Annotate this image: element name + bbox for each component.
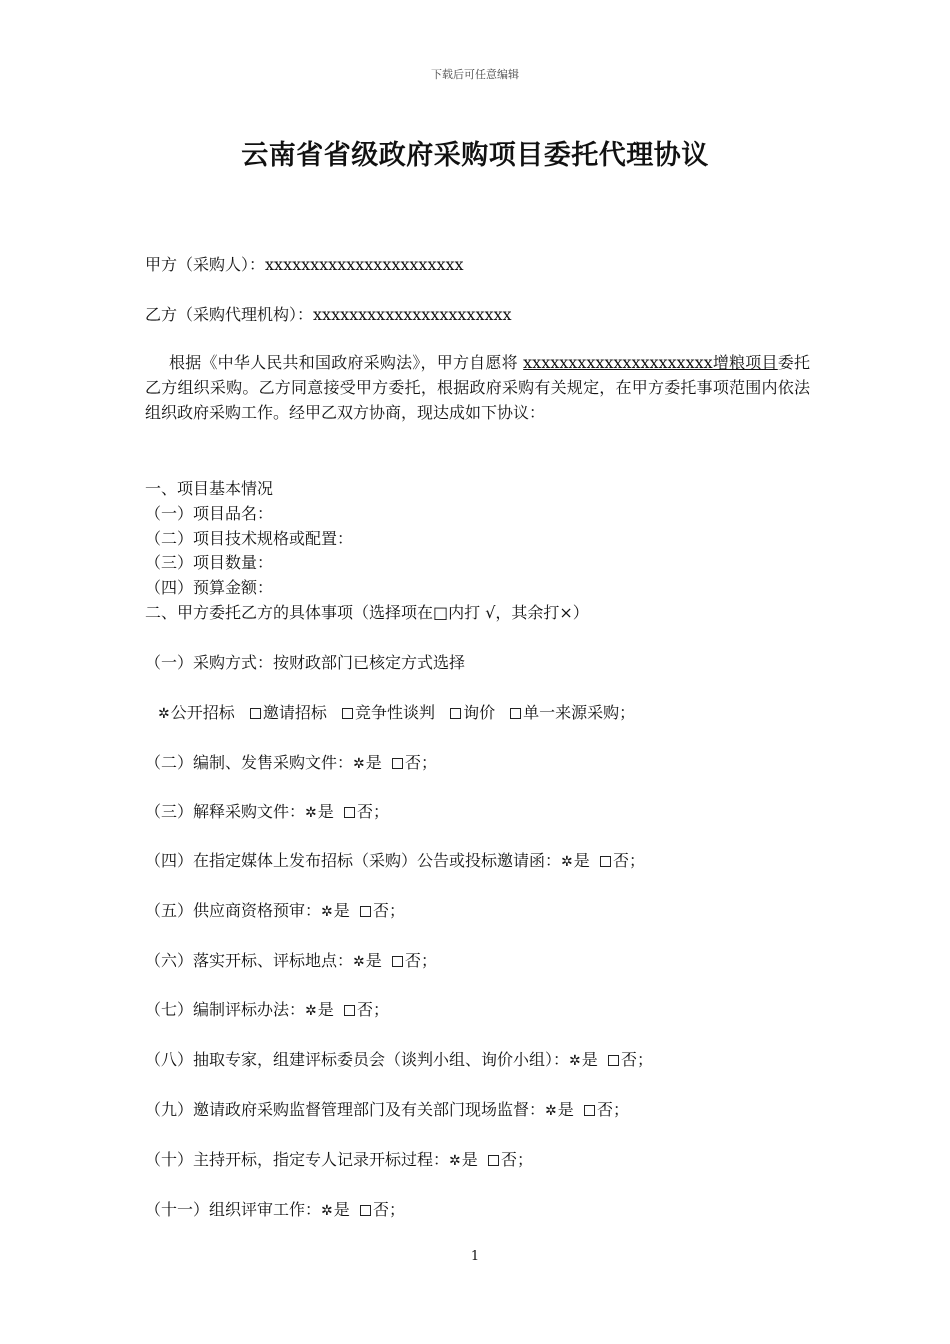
gear-icon[interactable]: ✲ <box>305 1003 317 1019</box>
empty-checkbox-icon[interactable] <box>360 1205 371 1216</box>
yes-no-item <box>145 1147 533 1170</box>
yes-label: 是 <box>317 1000 334 1019</box>
empty-checkbox-icon[interactable] <box>344 807 355 818</box>
gear-icon[interactable]: ✲ <box>305 805 317 821</box>
section1-item: （三）项目数量： <box>145 553 274 572</box>
no-label: 否； <box>596 1100 629 1119</box>
empty-checkbox-icon[interactable] <box>360 906 371 917</box>
no-label: 否； <box>620 1050 653 1069</box>
empty-checkbox-icon[interactable] <box>510 708 521 719</box>
gear-icon[interactable]: ✲ <box>561 854 573 870</box>
no-label: 否； <box>372 1200 405 1219</box>
gear-icon[interactable]: ✲ <box>545 1103 557 1119</box>
method-option: 询价 <box>463 703 496 722</box>
gear-icon[interactable]: ✲ <box>321 1203 333 1219</box>
empty-checkbox-icon[interactable] <box>392 956 403 967</box>
yes-label: 是 <box>333 1200 350 1219</box>
yes-label: 是 <box>557 1100 574 1119</box>
empty-checkbox-icon[interactable] <box>450 708 461 719</box>
party-a-label: 甲方（采购人）： <box>145 255 266 274</box>
section1-heading: 一、项目基本情况 <box>145 479 274 498</box>
empty-checkbox-icon[interactable] <box>584 1105 595 1116</box>
section1-item: （二）项目技术规格或配置： <box>145 529 354 548</box>
yes-no-item <box>145 1097 629 1120</box>
method-option: 单一来源采购； <box>523 703 636 722</box>
yes-no-item <box>145 799 389 822</box>
no-label: 否； <box>404 753 437 772</box>
no-label: 否； <box>372 901 405 920</box>
gear-icon[interactable]: ✲ <box>449 1153 461 1169</box>
empty-checkbox-icon[interactable] <box>392 758 403 769</box>
yes-no-item <box>145 750 437 773</box>
gear-icon[interactable]: ✲ <box>158 706 170 722</box>
page-header: 下载后可任意编辑 <box>431 68 519 81</box>
yes-label: 是 <box>581 1050 598 1069</box>
section1-item: （四）预算金额： <box>145 578 274 597</box>
method-option: 竞争性谈判 <box>354 703 435 722</box>
empty-checkbox-icon[interactable] <box>342 708 353 719</box>
no-label: 否； <box>356 1000 389 1019</box>
item-label: （四）在指定媒体上发布招标（采购）公告或投标邀请函： <box>145 851 562 870</box>
yes-no-item <box>145 848 645 871</box>
method-options <box>158 700 645 723</box>
item-label: （十一）组织评审工作： <box>145 1200 322 1219</box>
document-title: 云南省省级政府采购项目委托代理协议 <box>241 140 709 171</box>
item-label: （二）编制、发售采购文件： <box>145 753 354 772</box>
intro-pre: 根据《中华人民共和国政府采购法》，甲方自愿将 <box>169 353 524 372</box>
gear-icon[interactable]: ✲ <box>321 904 333 920</box>
section2-heading: 二、甲方委托乙方的具体事项（选择项在□内打 √，其余打×） <box>145 603 589 622</box>
empty-checkbox-icon[interactable] <box>600 856 611 867</box>
gear-icon[interactable]: ✲ <box>569 1053 581 1069</box>
yes-no-item <box>145 948 437 971</box>
gear-icon[interactable]: ✲ <box>353 954 365 970</box>
yes-no-item <box>145 898 405 921</box>
item-label: （七）编制评标办法： <box>145 1000 306 1019</box>
empty-checkbox-icon[interactable] <box>608 1055 619 1066</box>
item-label: （六）落实开标、评标地点： <box>145 951 354 970</box>
item-label: （五）供应商资格预审： <box>145 901 322 920</box>
item-label: （十）主持开标，指定专人记录开标过程： <box>145 1150 450 1169</box>
party-a <box>145 252 464 275</box>
intro-project: xxxxxxxxxxxxxxxxxxxxx增粮项目 <box>523 353 778 372</box>
no-label: 否； <box>612 851 645 870</box>
page-number: 1 <box>470 1249 480 1264</box>
item-label: （九）邀请政府采购监督管理部门及有关部门现场监督： <box>145 1100 546 1119</box>
no-label: 否； <box>500 1150 533 1169</box>
yes-label: 是 <box>365 951 382 970</box>
yes-no-item <box>145 1047 653 1070</box>
intro-post: 委托乙方组织采购。乙方同意接受甲方委托，根据政府采购有关规定，在甲方委托事项范围内依法组织政府采购工作。经甲乙双方协商，现达成如下协议： <box>145 353 810 422</box>
no-label: 否； <box>356 802 389 821</box>
party-b-label: 乙方（采购代理机构）： <box>145 305 314 324</box>
gear-icon[interactable]: ✲ <box>353 756 365 772</box>
party-b-value: xxxxxxxxxxxxxxxxxxxxxx <box>313 305 512 324</box>
yes-no-item <box>145 997 389 1020</box>
yes-no-item <box>145 1197 405 1220</box>
yes-label: 是 <box>333 901 350 920</box>
party-a-value: xxxxxxxxxxxxxxxxxxxxxx <box>265 255 464 274</box>
empty-checkbox-icon[interactable] <box>344 1005 355 1016</box>
method-label: （一）采购方式：按财政部门已核定方式选择 <box>145 653 466 672</box>
empty-checkbox-icon[interactable] <box>488 1155 499 1166</box>
party-b <box>145 302 512 325</box>
intro-paragraph <box>145 350 810 425</box>
section1-item: （一）项目品名： <box>145 504 274 523</box>
yes-label: 是 <box>365 753 382 772</box>
empty-checkbox-icon[interactable] <box>250 708 261 719</box>
method-option: 公开招标 <box>170 703 235 722</box>
no-label: 否； <box>404 951 437 970</box>
item-label: （三）解释采购文件： <box>145 802 306 821</box>
yes-label: 是 <box>461 1150 478 1169</box>
item-label: （八）抽取专家，组建评标委员会（谈判小组、询价小组）： <box>145 1050 570 1069</box>
yes-label: 是 <box>573 851 590 870</box>
yes-label: 是 <box>317 802 334 821</box>
method-option: 邀请招标 <box>262 703 327 722</box>
